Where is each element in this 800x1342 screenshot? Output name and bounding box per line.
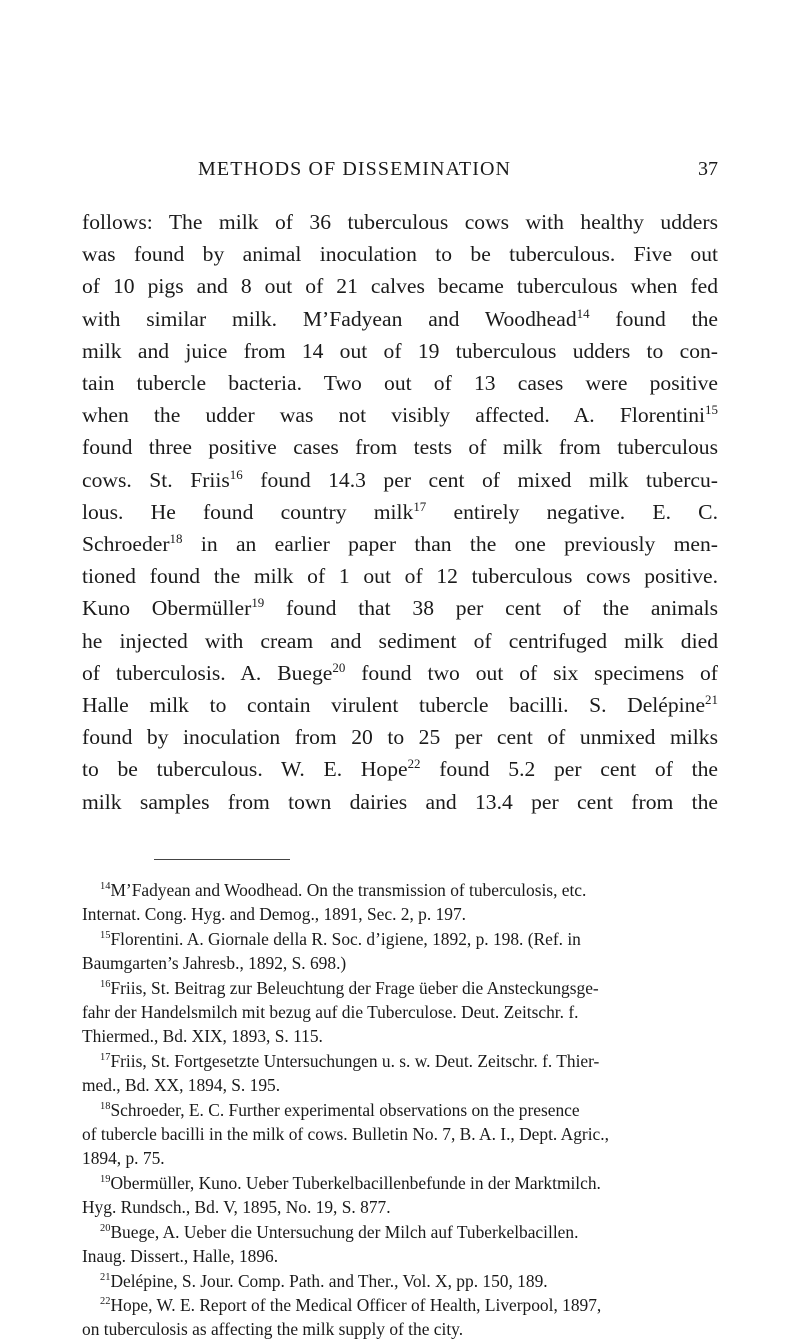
footnote-text: Friis, St. Beitrag zur Beleuchtung der Frage üeber die Ansteckungsge- <box>110 977 599 998</box>
body-text-span: Kuno Obermüller <box>82 596 252 621</box>
footnote <box>82 1049 718 1098</box>
body-line <box>82 528 718 560</box>
footnote-ref: 20 <box>332 659 346 675</box>
body-text-span: to be tuberculous. W. E. Hope <box>82 757 408 782</box>
body-text-span: of 10 pigs and 8 out of 21 calves became tuberculous when fed <box>82 274 718 299</box>
footnote-ref: 17 <box>413 498 427 514</box>
body-text-span: in an earlier paper than the one previously men- <box>182 532 718 557</box>
footnote-text: Schroeder, E. C. Further experimental observations on the presence <box>110 1099 580 1120</box>
body-line <box>82 592 718 624</box>
page-header <box>198 158 718 188</box>
body-text-span: Schroeder <box>82 532 170 557</box>
footnote-text: Florentini. A. Giornale della R. Soc. d’igiene, 1892, p. 198. (Ref. in <box>110 928 581 949</box>
footnote-number: 15 <box>100 930 111 942</box>
footnote-line <box>82 878 718 902</box>
body-text-span: entirely negative. E. C. <box>426 499 718 524</box>
footnote-line <box>82 1024 718 1048</box>
footnote-line <box>82 1269 718 1293</box>
footnote-number: 18 <box>100 1100 111 1112</box>
body-line <box>82 753 718 785</box>
footnote-line <box>82 1195 718 1219</box>
footnote <box>82 927 718 976</box>
body-text-span: Halle milk to contain virulent tubercle bacilli. S. Delépine <box>82 693 706 718</box>
footnote-line <box>82 1171 718 1195</box>
footnote-ref: 14 <box>576 305 590 321</box>
footnote-line <box>82 976 718 1000</box>
footnote-line <box>82 1244 718 1268</box>
footnote <box>82 1293 718 1342</box>
body-line <box>82 431 718 463</box>
footnote-line <box>82 1073 718 1097</box>
footnote-ref: 16 <box>229 466 243 482</box>
footnote-text: Internat. Cong. Hyg. and Demog., 1891, Sec. 2, p. 197. <box>82 904 466 925</box>
body-line <box>82 560 718 592</box>
footnote-text: fahr der Handelsmilch mit bezug auf die Tuberculose. Deut. Zeitschr. f. <box>82 1002 579 1023</box>
footnote <box>82 1269 718 1293</box>
body-text-span: cows. St. Friis <box>82 467 230 492</box>
footnote-ref: 21 <box>705 691 718 707</box>
footnote-line <box>82 951 718 975</box>
footnote-ref: 22 <box>407 756 421 772</box>
body-line <box>82 496 718 528</box>
footnote <box>82 878 718 927</box>
body-text-span: found by inoculation from 20 to 25 per cent of unmixed milks <box>82 725 718 750</box>
footnote-ref: 15 <box>705 402 718 418</box>
body-text-span: tain tubercle bacteria. Two out of 13 cases were positive <box>82 371 718 396</box>
footnote-line <box>82 927 718 951</box>
body-text-span: when the udder was not visibly affected. A. Florentini <box>82 403 706 428</box>
body-text-span: found that 38 per cent of the animals <box>264 596 718 621</box>
body-line <box>82 689 718 721</box>
body-text-span: found three positive cases from tests of milk from tuberculous <box>82 435 718 460</box>
footnote <box>82 1171 718 1220</box>
footnote-number: 14 <box>100 881 111 893</box>
body-line <box>82 335 718 367</box>
footnote-number: 20 <box>100 1222 111 1234</box>
footnote-text: Hope, W. E. Report of the Medical Officer of Health, Liverpool, 1897, <box>110 1294 602 1315</box>
body-text-span: lous. He found country milk <box>82 499 414 524</box>
footnote-text: Thiermed., Bd. XIX, 1893, S. 115. <box>82 1026 323 1047</box>
footnote-line <box>82 1000 718 1024</box>
footnote-rule <box>154 859 290 860</box>
footnote-text: med., Bd. XX, 1894, S. 195. <box>82 1075 281 1096</box>
footnote-line <box>82 1317 718 1341</box>
body-text-span: of tuberculosis. A. Buege <box>82 660 333 685</box>
body-text <box>82 206 718 818</box>
footnote-ref: 19 <box>251 595 265 611</box>
footnote-text: Buege, A. Ueber die Untersuchung der Milch auf Tuberkelbacillen. <box>110 1221 579 1242</box>
footnote-text: Delépine, S. Jour. Comp. Path. and Ther., Vol. X, pp. 150, 189. <box>110 1270 548 1291</box>
footnote-line <box>82 1122 718 1146</box>
footnote-number: 22 <box>100 1296 111 1308</box>
footnote-line <box>82 1220 718 1244</box>
footnote-line <box>82 902 718 926</box>
body-line <box>82 625 718 657</box>
body-line <box>82 657 718 689</box>
footnote-number: 19 <box>100 1174 111 1186</box>
body-text-span: with similar milk. M’Fadyean and Woodhead <box>82 306 577 331</box>
body-line <box>82 238 718 270</box>
page-number: 37 <box>698 158 718 180</box>
body-text-span: milk and juice from 14 out of 19 tuberculous udders to con- <box>82 338 718 363</box>
body-line <box>82 721 718 753</box>
footnote <box>82 976 718 1049</box>
footnote-text: of tubercle bacilli in the milk of cows. Bulletin No. 7, B. A. I., Dept. Agric., <box>82 1124 609 1145</box>
body-line <box>82 464 718 496</box>
body-line <box>82 270 718 302</box>
footnote-number: 17 <box>100 1052 111 1064</box>
footnote-text: 1894, p. 75. <box>82 1148 165 1169</box>
footnote-text: on tuberculosis as affecting the milk supply of the city. <box>82 1319 464 1340</box>
body-line <box>82 786 718 818</box>
body-line <box>82 367 718 399</box>
body-text-span: was found by animal inoculation to be tuberculous. Five out <box>82 242 718 267</box>
body-text-span: found two out of six specimens of <box>345 660 718 685</box>
body-text-span: follows: The milk of 36 tuberculous cows with healthy udders <box>82 210 718 234</box>
footnote-text: Friis, St. Fortgesetzte Untersuchungen u. s. w. Deut. Zeitschr. f. Thier- <box>110 1050 600 1071</box>
footnote-text: Hyg. Rundsch., Bd. V, 1895, No. 19, S. 877. <box>82 1197 391 1218</box>
body-text-span: found the <box>589 306 719 331</box>
footnote-line <box>82 1146 718 1170</box>
footnote-line <box>82 1049 718 1073</box>
body-line <box>82 303 718 335</box>
footnotes <box>82 878 718 1342</box>
body-text-span: found 5.2 per cent of the <box>420 757 718 782</box>
body-text-span: found 14.3 per cent of mixed milk tubercu- <box>242 467 718 492</box>
footnote-text: M’Fadyean and Woodhead. On the transmission of tuberculosis, etc. <box>110 880 587 900</box>
body-line <box>82 206 718 238</box>
body-text-span: he injected with cream and sediment of centrifuged milk died <box>82 628 718 653</box>
footnote-text: Baumgarten’s Jahresb., 1892, S. 698.) <box>82 953 347 974</box>
running-head: METHODS OF DISSEMINATION <box>198 158 512 180</box>
body-line <box>82 399 718 431</box>
body-text-span: milk samples from town dairies and 13.4 per cent from the <box>82 789 718 814</box>
footnote-text: Obermüller, Kuno. Ueber Tuberkelbacillenbefunde in der Marktmilch. <box>110 1172 601 1193</box>
footnote-number: 21 <box>100 1271 111 1283</box>
footnote-number: 16 <box>100 978 111 990</box>
footnote <box>82 1098 718 1171</box>
footnote <box>82 1220 718 1269</box>
footnote-ref: 18 <box>169 530 183 546</box>
footnote-text: Inaug. Dissert., Halle, 1896. <box>82 1246 279 1267</box>
footnote-line <box>82 1098 718 1122</box>
body-text-span: tioned found the milk of 1 out of 12 tuberculous cows positive. <box>82 564 718 589</box>
footnote-line <box>82 1293 718 1317</box>
